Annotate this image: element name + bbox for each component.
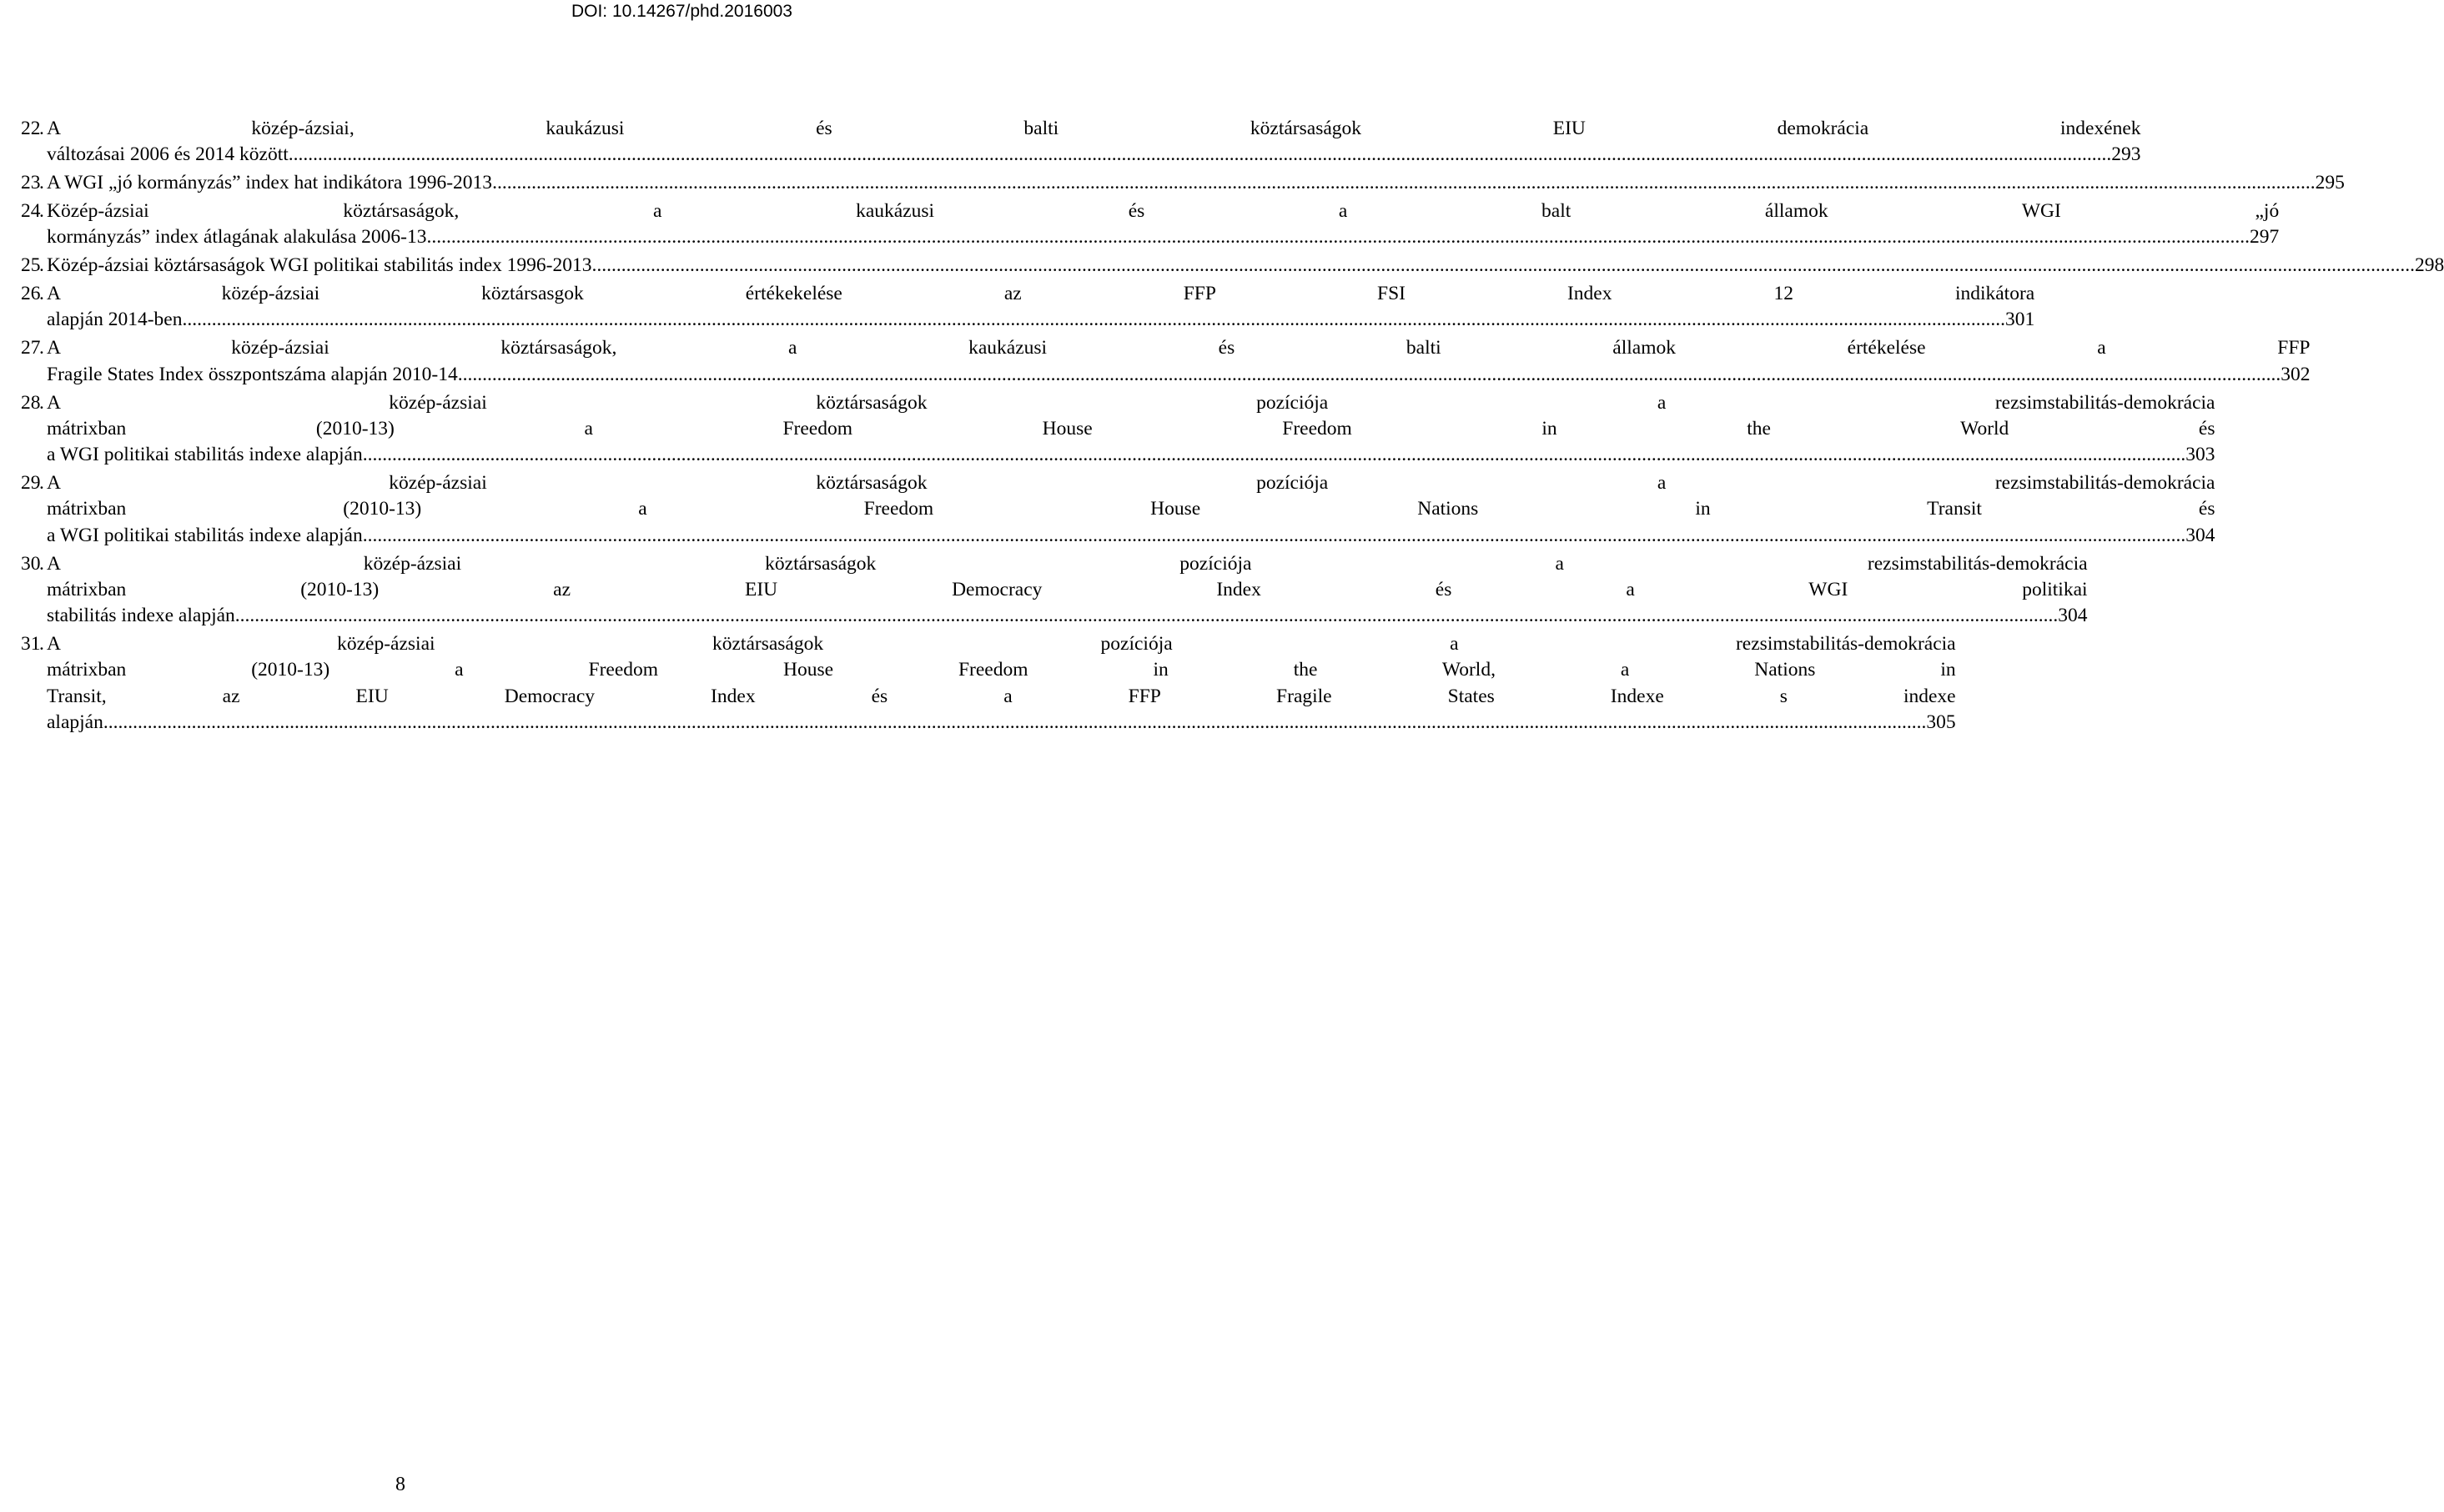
page-number: 305 (1926, 711, 1956, 733)
dot-leader (591, 253, 2415, 279)
dot-leader (426, 224, 2250, 250)
toc-entry[interactable] (21, 631, 1956, 736)
entry-last-line (47, 253, 2444, 279)
dot-leader (363, 523, 2186, 549)
doi-header: DOI: 10.14267/phd.2016003 (571, 2, 792, 21)
entry-body (47, 170, 2345, 196)
footer-page-number: 8 (395, 1474, 405, 1495)
toc-entry[interactable] (21, 470, 2215, 549)
toc-entry[interactable] (21, 198, 2280, 251)
entry-line: mátrixban (2010-13) a Freedom House Nations in Transit és (47, 498, 2215, 520)
entry-number: 26 (21, 283, 41, 305)
entry-body (47, 470, 2215, 549)
entry-body (47, 198, 2279, 251)
page-number: 302 (2281, 363, 2311, 385)
page-number: 304 (2058, 605, 2088, 627)
entry-number-dot: . (39, 472, 44, 495)
table-of-contents (21, 116, 2444, 738)
entry-number: 22 (21, 118, 41, 139)
toc-entry[interactable] (21, 170, 2345, 196)
entry-body (47, 551, 2088, 630)
entry-line: mátrixban (2010-13) az EIU Democracy Index és a WGI politikai (47, 578, 2088, 600)
entry-last-line (47, 710, 1956, 736)
entry-line: A közép-ázsiai köztársaságok pozíciója a rezsimstabilitás-demokrácia (47, 632, 1956, 655)
entry-last-line (47, 523, 2215, 549)
entry-line: A közép-ázsiai köztársasgok értékekelése az FFP FSI Index 12 indikátora (47, 283, 2035, 305)
toc-entry[interactable] (21, 281, 2035, 334)
dot-leader (235, 603, 2059, 629)
entry-last-line (47, 307, 2034, 333)
entry-text: Közép-ázsiai köztársaságok WGI politikai stabilitás index 1996-2013 (47, 254, 592, 277)
dot-leader (289, 142, 2112, 168)
page-number: 297 (2249, 226, 2280, 249)
entry-line: A közép-ázsiai köztársaságok, a kaukázusi és balti államok értékelése a FFP (47, 337, 2311, 359)
entry-text: alapján (47, 711, 103, 733)
entry-last-line (47, 142, 2141, 168)
dot-leader (363, 442, 2186, 468)
entry-number: 27 (21, 337, 41, 359)
entry-line: A közép-ázsiai köztársaságok pozíciója a rezsimstabilitás-demokrácia (47, 552, 2088, 575)
entry-body (47, 253, 2444, 279)
entry-line: A közép-ázsiai köztársaságok pozíciója a rezsimstabilitás-demokrácia (47, 391, 2215, 414)
entry-number-dot: . (39, 200, 44, 223)
entry-number: 24 (21, 200, 41, 223)
entry-number: 25 (21, 254, 41, 277)
dot-leader (492, 170, 2316, 196)
entry-line: A közép-ázsiai köztársaságok pozíciója a rezsimstabilitás-demokrácia (47, 472, 2215, 495)
entry-number-dot: . (39, 391, 44, 414)
entry-number: 30 (21, 552, 41, 575)
page-number: 301 (2004, 309, 2035, 331)
entry-body (47, 335, 2310, 388)
entry-text: Fragile States Index összpontszáma alapján 2010-14 (47, 363, 458, 385)
entry-body (47, 390, 2215, 469)
entry-number: 23 (21, 172, 41, 194)
entry-last-line (47, 224, 2279, 250)
entry-line: A közép-ázsiai, kaukázusi és balti köztársaságok EIU demokrácia indexének (47, 118, 2141, 139)
entry-last-line (47, 170, 2345, 196)
entry-number-dot: . (39, 254, 44, 277)
toc-entry[interactable] (21, 253, 2444, 279)
entry-text: alapján 2014-ben (47, 309, 183, 331)
toc-entry[interactable] (21, 116, 2141, 168)
dot-leader (182, 307, 2005, 333)
page-number: 303 (2185, 444, 2215, 466)
toc-entry[interactable] (21, 335, 2311, 388)
entry-text: változásai 2006 és 2014 között (47, 143, 289, 166)
entry-body (47, 631, 1956, 736)
dot-leader (103, 710, 1927, 736)
entry-number-dot: . (39, 632, 44, 655)
dot-leader (458, 362, 2281, 388)
page-number: 304 (2185, 524, 2215, 546)
entry-body (47, 281, 2034, 334)
entry-number: 31 (21, 632, 41, 655)
entry-number-dot: . (39, 118, 44, 139)
toc-entry[interactable] (21, 390, 2215, 469)
entry-number-dot: . (39, 337, 44, 359)
page-number: 293 (2111, 143, 2141, 166)
entry-last-line (47, 603, 2088, 629)
entry-line: Közép-ázsiai köztársaságok, a kaukázusi és a balt államok WGI „jó (47, 200, 2280, 223)
entry-line: Transit, az EIU Democracy Index és a FFP Fragile States Indexe s indexe (47, 685, 1956, 707)
entry-body (47, 116, 2141, 168)
entry-text: A WGI „jó kormányzás” index hat indikátora 1996-2013 (47, 172, 493, 194)
page-number: 298 (2414, 254, 2444, 277)
entry-number: 29 (21, 472, 41, 495)
entry-number-dot: . (39, 172, 44, 194)
entry-text: kormányzás” index átlagának alakulása 2006-13 (47, 226, 427, 249)
entry-number-dot: . (39, 552, 44, 575)
entry-text: a WGI politikai stabilitás indexe alapján (47, 524, 363, 546)
entry-number: 28 (21, 391, 41, 414)
entry-text: a WGI politikai stabilitás indexe alapján (47, 444, 363, 466)
entry-last-line (47, 362, 2310, 388)
toc-entry[interactable] (21, 551, 2088, 630)
entry-number-dot: . (39, 283, 44, 305)
entry-line: mátrixban (2010-13) a Freedom House Freedom in the World és (47, 417, 2215, 440)
entry-line: mátrixban (2010-13) a Freedom House Freedom in the World, a Nations in (47, 659, 1956, 681)
page-number: 295 (2315, 172, 2345, 194)
entry-last-line (47, 442, 2215, 468)
entry-text: stabilitás indexe alapján (47, 605, 235, 627)
